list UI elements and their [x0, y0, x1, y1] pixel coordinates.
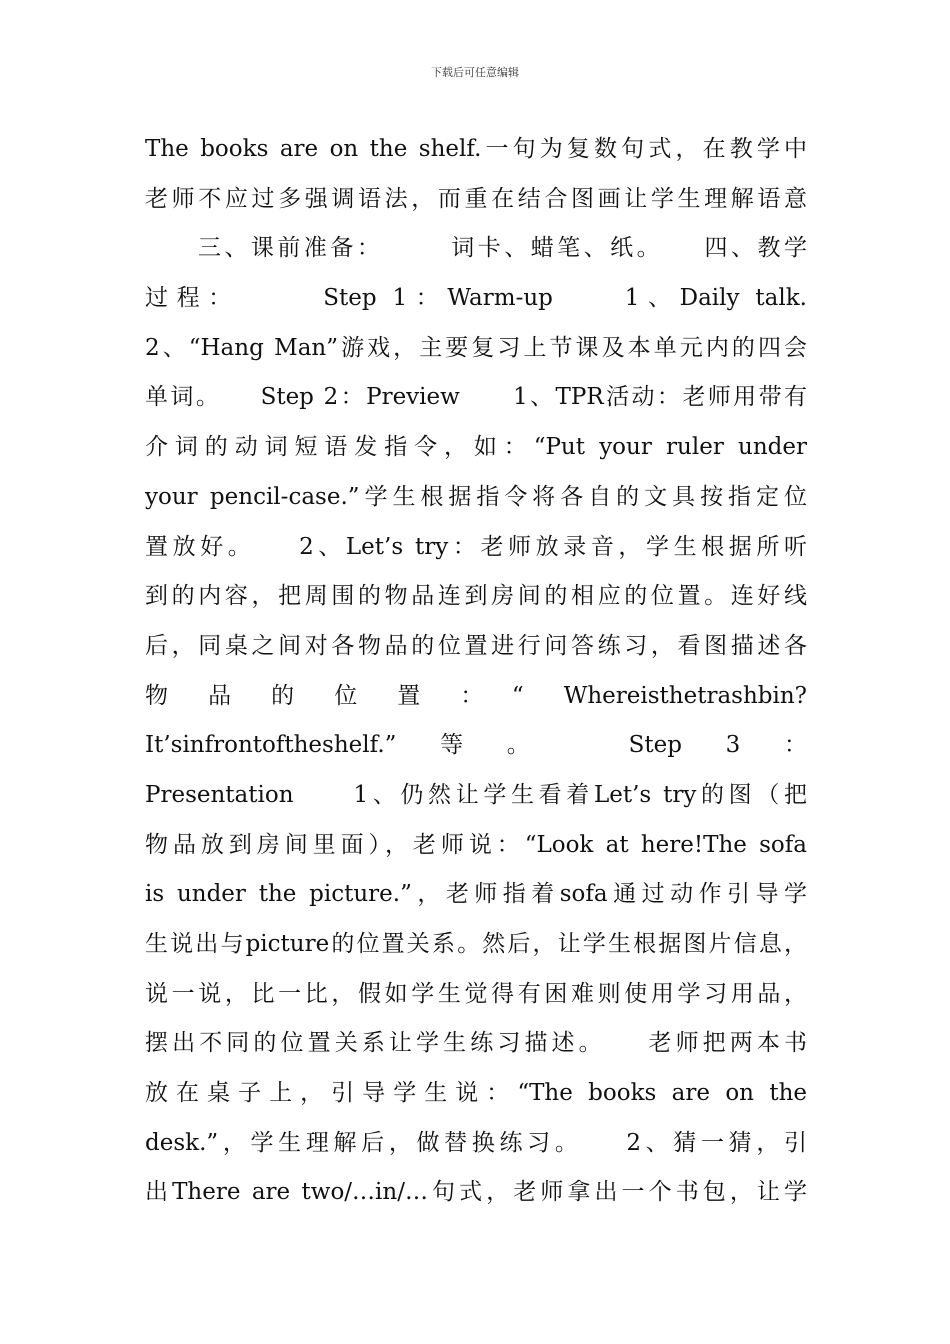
text-line-21: desk.”，学生理解后，做替换练习。 2、猜一猜，引: [145, 1129, 807, 1156]
text-line-7: 介词的动词短语发指令，如：“Put your ruler under: [145, 434, 807, 461]
text-line-8: your pencil-case.”学生根据指令将各自的文具按指定位: [145, 483, 807, 510]
text-line-2: 老师不应过多强调语法，而重在结合图画让学生理解语意: [145, 185, 807, 212]
text-line-17: 生说出与picture的位置关系。然后，让学生根据图片信息，: [145, 931, 807, 957]
text-line-4: 过程： Step 1：Warm-up 1、Daily talk.: [145, 285, 807, 312]
text-line-1: The books are on the shelf.一句为复数句式，在教学中: [145, 136, 807, 162]
text-line-20: 放在桌子上，引导学生说：“The books are on the: [145, 1080, 807, 1107]
text-line-13: It’sinfrontoftheshelf.” 等 。 Step 3 ：: [145, 732, 807, 759]
text-line-16: is under the picture.”，老师指着sofa通过动作引导学: [145, 881, 807, 908]
text-line-9: 置放好。 2、Let’s try：老师放录音，学生根据所听: [145, 533, 807, 560]
text-line-12: 物 品 的 位 置 ： “ Whereisthetrashbin?: [145, 682, 807, 709]
page-header: 下载后可任意编辑: [431, 66, 519, 79]
text-line-6: 单词。 Step 2：Preview 1、TPR活动：老师用带有: [145, 384, 807, 411]
text-line-11: 后，同桌之间对各物品的位置进行问答练习，看图描述各: [145, 632, 807, 659]
text-line-10: 到的内容，把周围的物品连到房间的相应的位置。连好线: [145, 583, 807, 610]
text-line-5: 2、“Hang Man”游戏，主要复习上节课及本单元内的四会: [145, 334, 807, 361]
document-body: [145, 131, 807, 1224]
text-line-18: 说一说，比一比，假如学生觉得有困难则使用学习用品，: [145, 980, 807, 1007]
text-line-19: 摆出不同的位置关系让学生练习描述。 老师把两本书: [145, 1030, 807, 1057]
text-line-14: Presentation 1、仍然让学生看着Let’s try的图（把: [145, 781, 807, 808]
text-line-3: 三、课前准备： 词卡、蜡笔、纸。 四、教学: [145, 235, 807, 262]
text-line-15: 物品放到房间里面），老师说：“Look at here!The sofa: [145, 831, 807, 858]
text-line-22: 出There are two/…in/…句式，老师拿出一个书包，让学: [145, 1179, 807, 1206]
